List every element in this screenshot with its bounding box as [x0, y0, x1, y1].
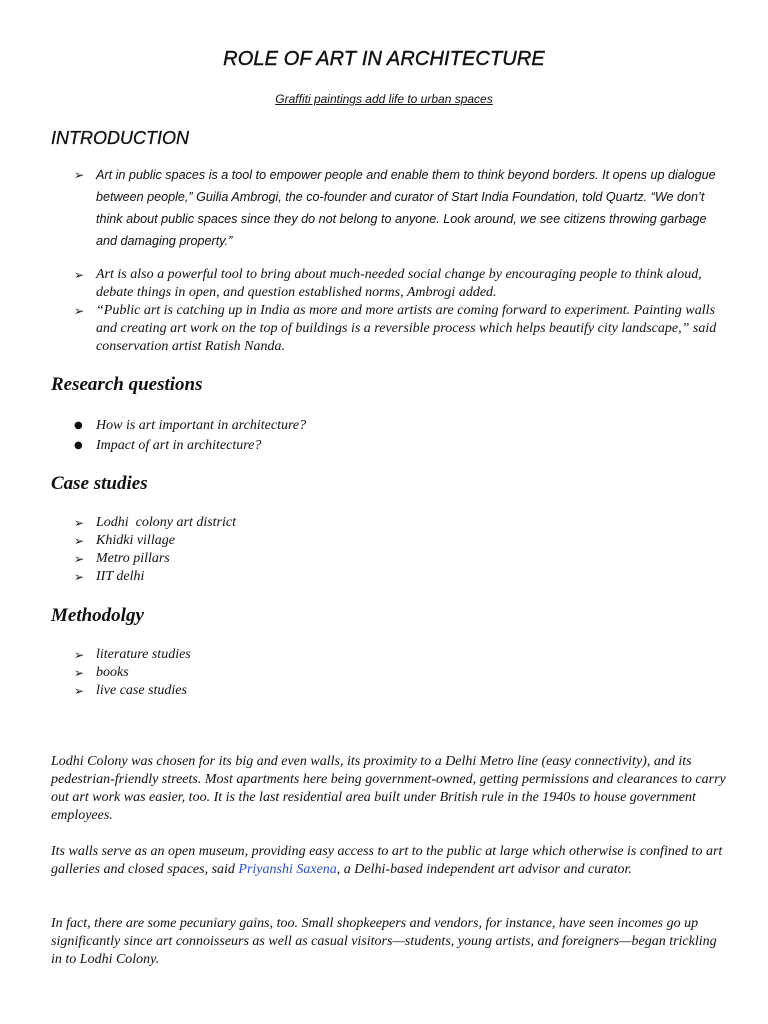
body-paragraph: Lodhi Colony was chosen for its big and even walls, its proximity to a Delhi Metro line (easy connectivity), and its pedestrian-friendly streets. Most apartments here being government-owned, getting permissions and clearances to carry out art work was easier, too. It is the last residential area built under British rule in the 1940s to house government employees. [51, 754, 726, 823]
list-item [74, 646, 191, 664]
arrow-bullet-icon: ➢ [74, 684, 85, 698]
arrow-bullet-icon: ➢ [74, 168, 85, 182]
priyanshi-saxena-link[interactable]: Priyanshi Saxena [238, 862, 337, 877]
paragraph-text: , a Delhi-based independent art advisor and curator. [336, 862, 632, 877]
list-item [74, 568, 236, 586]
research-heading: Research questions [51, 374, 203, 395]
arrow-bullet-icon: ➢ [74, 648, 85, 662]
arrow-bullet-icon: ➢ [74, 666, 85, 680]
introduction-list-continued [74, 266, 724, 356]
list-item-text: Art is also a powerful tool to bring about much-needed social change by encouraging people to think aloud, debate things in open, and question established norms, Ambrogi added. [96, 267, 702, 300]
list-item-text: books [96, 665, 129, 680]
body-paragraph [51, 843, 726, 879]
list-item [74, 416, 306, 436]
dot-bullet-icon: ● [74, 440, 83, 451]
case-studies-heading: Case studies [51, 473, 148, 494]
case-studies-list [74, 514, 236, 586]
research-list [74, 416, 306, 456]
list-item [74, 532, 236, 550]
arrow-bullet-icon: ➢ [74, 534, 85, 548]
list-item-text: IIT delhi [96, 569, 145, 584]
list-item-text: Metro pillars [96, 551, 170, 566]
list-item-text: Khidki village [96, 533, 175, 548]
list-item-text: Art in public spaces is a tool to empower people and enable them to think beyond borders. It opens up dialogue between people,” Guilia Ambrogi, the co-founder and curator of Start India Foundation, told Quartz. “We don’t think about public spaces since they do not belong to anyone. Look around, we see citizens throwing garbage and damaging property.” [96, 168, 716, 248]
list-item-text: “Public art is catching up in India as more and more artists are coming forward to experiment. Painting walls and creating art work on the top of buildings is a reversible process which helps beautify city landscape,” said conservation artist Ratish Nanda. [96, 303, 717, 354]
body-paragraph: In fact, there are some pecuniary gains, too. Small shopkeepers and vendors, for instance, have seen incomes go up significantly since art connoisseurs as well as casual visitors—students, young artists, and foreigners—began trickling in to Lodhi Colony. [51, 916, 717, 967]
list-item [74, 436, 306, 456]
list-item-text: How is art important in architecture? [96, 418, 307, 433]
list-item [74, 664, 191, 682]
list-item [74, 682, 191, 700]
list-item [74, 514, 236, 532]
list-item-text: literature studies [96, 647, 191, 662]
arrow-bullet-icon: ➢ [74, 268, 85, 282]
arrow-bullet-icon: ➢ [74, 552, 85, 566]
introduction-heading: INTRODUCTION [51, 128, 189, 148]
list-item [74, 302, 724, 356]
arrow-bullet-icon: ➢ [74, 516, 85, 530]
list-item [74, 266, 724, 302]
list-item-text: Impact of art in architecture? [96, 438, 262, 453]
list-item-text: live case studies [96, 683, 187, 698]
introduction-list [74, 164, 724, 252]
document-subtitle: Graffiti paintings add life to urban spaces [275, 92, 493, 106]
methodology-heading: Methodolgy [51, 605, 144, 626]
methodology-list [74, 646, 191, 700]
list-item-text: Lodhi colony art district [96, 515, 236, 530]
dot-bullet-icon: ● [74, 420, 83, 431]
arrow-bullet-icon: ➢ [74, 304, 85, 318]
document-title: ROLE OF ART IN ARCHITECTURE [223, 48, 545, 70]
list-item [74, 164, 724, 252]
arrow-bullet-icon: ➢ [74, 570, 85, 584]
paragraph-text: Its walls serve as an open museum, providing easy access to art to the public at large which otherwise is confined to art galleries and closed spaces, said [51, 844, 723, 877]
list-item [74, 550, 236, 568]
